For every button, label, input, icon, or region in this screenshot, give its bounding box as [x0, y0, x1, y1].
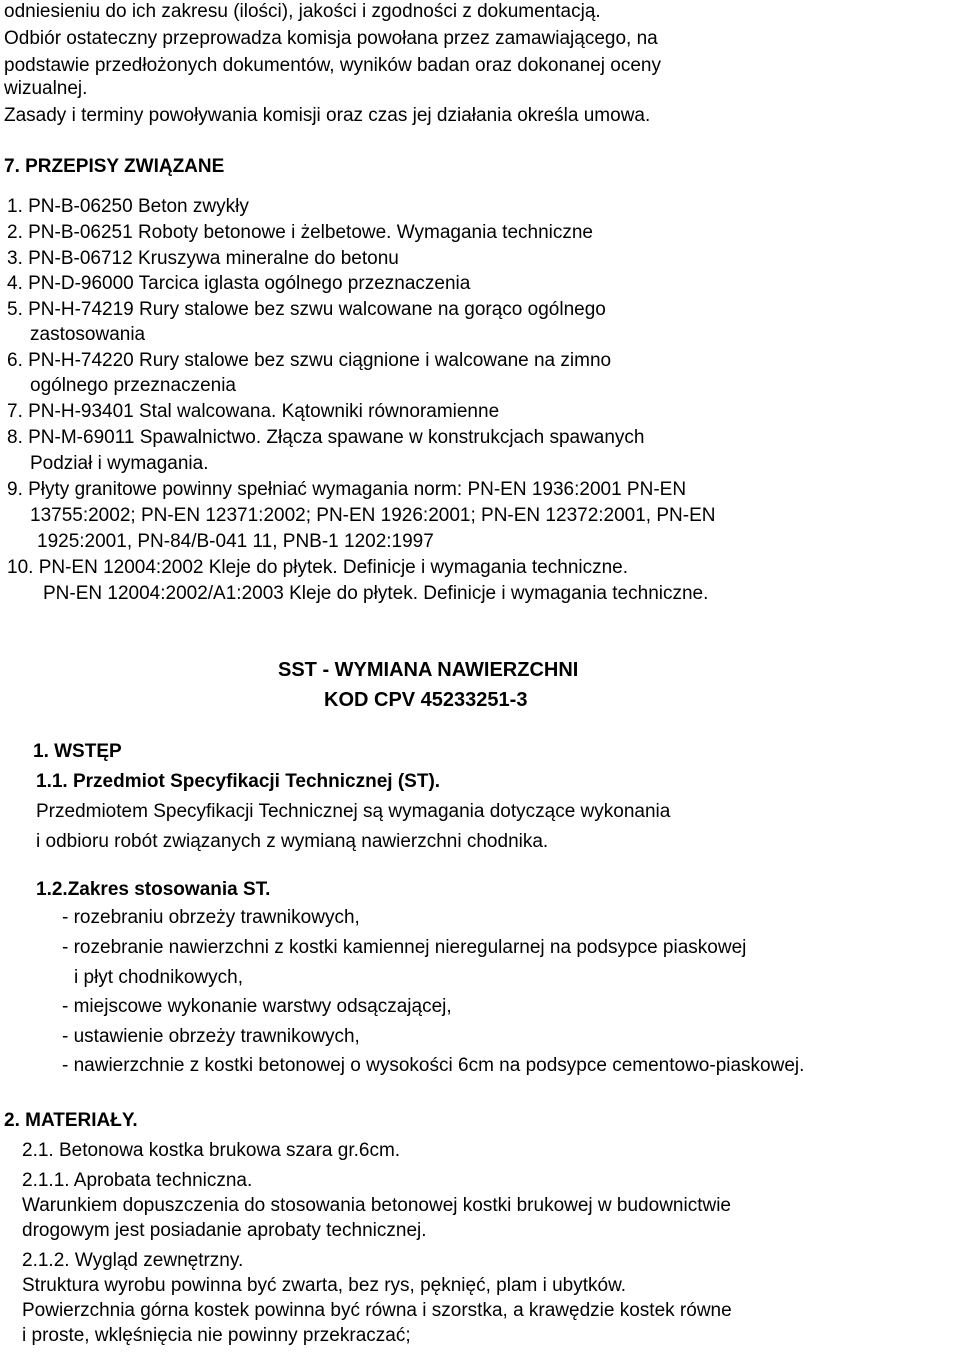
- materials-line: 2.1.2. Wygląd zewnętrzny.: [22, 1250, 244, 1271]
- regulation-item-continuation: 1925:2001, PN-84/B-041 11, PNB-1 1202:1997: [37, 531, 434, 552]
- sst-code: KOD CPV 45233251-3: [324, 689, 528, 711]
- section-2-heading: 2. MATERIAŁY.: [4, 1110, 138, 1131]
- intro-line-3: podstawie przedłożonych dokumentów, wyników badan oraz dokonanej oceny: [4, 55, 661, 76]
- regulation-item: 7. PN-H-93401 Stal walcowana. Kątowniki równoramienne: [7, 401, 500, 422]
- regulation-item: 6. PN-H-74220 Rury stalowe bez szwu ciągnione i walcowane na zimno: [7, 350, 612, 371]
- regulation-item-continuation: ogólnego przeznaczenia: [30, 375, 236, 396]
- subject-paragraph-line-2: i odbioru robót związanych z wymianą nawierzchni chodnika.: [36, 831, 549, 852]
- materials-line: drogowym jest posiadanie aprobaty technicznej.: [22, 1220, 427, 1241]
- subject-paragraph-line-1: Przedmiotem Specyfikacji Technicznej są wymagania dotyczące wykonania: [36, 801, 671, 822]
- regulation-item: 1. PN-B-06250 Beton zwykły: [7, 196, 249, 217]
- intro-line-1: odniesieniu do ich zakresu (ilości), jakości i zgodności z dokumentacją.: [4, 1, 601, 22]
- materials-line: Powierzchnia górna kostek powinna być równa i szorstka, a krawędzie kostek równe: [22, 1300, 732, 1321]
- section-7-heading: 7. PRZEPISY ZWIĄZANE: [4, 156, 225, 177]
- materials-line: i proste, wklęśnięcia nie powinny przekraczać;: [22, 1325, 411, 1346]
- regulation-item: 5. PN-H-74219 Rury stalowe bez szwu walcowane na gorąco ogólnego: [7, 299, 606, 320]
- regulation-item-continuation: Podział i wymagania.: [30, 453, 209, 474]
- regulation-item-continuation: PN-EN 12004:2002/A1:2003 Kleje do płytek. Definicje i wymagania techniczne.: [43, 583, 709, 604]
- scope-item: - ustawienie obrzeży trawnikowych,: [62, 1026, 360, 1047]
- materials-line: 2.1. Betonowa kostka brukowa szara gr.6cm.: [22, 1140, 401, 1161]
- regulation-item: 2. PN-B-06251 Roboty betonowe i żelbetowe. Wymagania techniczne: [7, 222, 593, 243]
- subsection-1-1-heading: 1.1. Przedmiot Specyfikacji Technicznej (ST).: [36, 771, 441, 792]
- regulation-item: 3. PN-B-06712 Kruszywa mineralne do betonu: [7, 248, 399, 269]
- sst-title: SST - WYMIANA NAWIERZCHNI: [278, 659, 579, 681]
- scope-item: - rozebraniu obrzeży trawnikowych,: [62, 907, 360, 928]
- scope-item: - nawierzchnie z kostki betonowej o wysokości 6cm na podsypce cementowo-piaskowej.: [62, 1055, 805, 1076]
- regulation-item: 4. PN-D-96000 Tarcica iglasta ogólnego przeznaczenia: [7, 273, 471, 294]
- intro-line-2: Odbiór ostateczny przeprowadza komisja powołana przez zamawiającego, na: [4, 28, 658, 49]
- scope-item: - rozebranie nawierzchni z kostki kamiennej nieregularnej na podsypce piaskowej: [62, 937, 747, 958]
- section-1-heading: 1. WSTĘP: [33, 741, 122, 762]
- subsection-1-2-heading: 1.2.Zakres stosowania ST.: [36, 879, 271, 900]
- regulation-item: 8. PN-M-69011 Spawalnictwo. Złącza spawane w konstrukcjach spawanych: [7, 427, 645, 448]
- regulation-item-continuation: zastosowania: [30, 324, 146, 345]
- intro-line-4: wizualnej.: [4, 78, 88, 99]
- scope-item-continuation: i płyt chodnikowych,: [74, 967, 243, 988]
- regulation-item-continuation: 13755:2002; PN-EN 12371:2002; PN-EN 1926:2001; PN-EN 12372:2001, PN-EN: [30, 505, 716, 526]
- materials-line: Warunkiem dopuszczenia do stosowania betonowej kostki brukowej w budownictwie: [22, 1195, 731, 1216]
- regulation-item: 9. Płyty granitowe powinny spełniać wymagania norm: PN-EN 1936:2001 PN-EN: [7, 479, 687, 500]
- regulation-item: 10. PN-EN 12004:2002 Kleje do płytek. Definicje i wymagania techniczne.: [7, 557, 629, 578]
- intro-line-5: Zasady i terminy powoływania komisji oraz czas jej działania określa umowa.: [4, 105, 651, 126]
- scope-item: - miejscowe wykonanie warstwy odsączającej,: [62, 996, 452, 1017]
- materials-line: 2.1.1. Aprobata techniczna.: [22, 1170, 253, 1191]
- materials-line: Struktura wyrobu powinna być zwarta, bez rys, pęknięć, plam i ubytków.: [22, 1275, 627, 1296]
